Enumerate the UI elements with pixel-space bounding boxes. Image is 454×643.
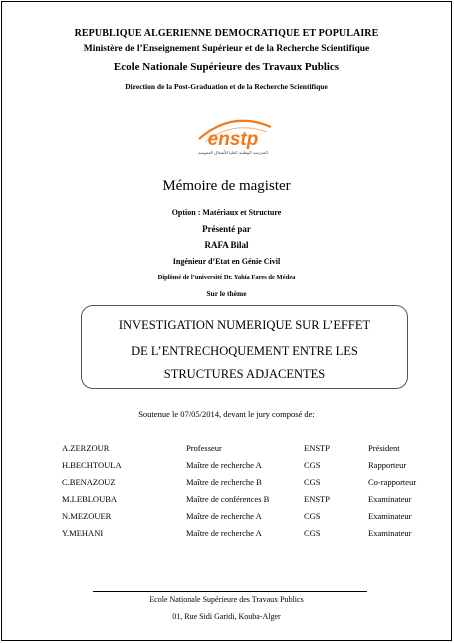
jury-institution: CGS	[304, 528, 321, 538]
theme-label: Sur le thème	[206, 289, 247, 298]
jury-rank: Professeur	[186, 443, 222, 453]
jury-role: Co-rapporteur	[368, 477, 417, 487]
jury-row	[2, 460, 451, 475]
jury-role: Examinateur	[368, 528, 412, 538]
jury-row	[2, 511, 451, 526]
jury-rank: Maître de recherche B	[186, 477, 262, 487]
logo-wordmark: enstp	[207, 129, 259, 150]
jury-rank: Maître de recherche A	[186, 511, 262, 521]
jury-row	[2, 443, 451, 458]
theme-box	[81, 305, 408, 389]
jury-row	[2, 477, 451, 492]
jury-name: A.ZERZOUR	[62, 443, 110, 453]
page-frame	[1, 1, 452, 641]
logo-arabic-text: المدرسة الوطنية العليا للأشغال العمومية	[198, 150, 268, 155]
direction-heading: Direction de la Post-Graduation et de la Recherche Scientifique	[125, 82, 328, 91]
option-line: Option : Matériaux et Structure	[171, 208, 282, 217]
jury-name: Y.MEHANI	[62, 528, 104, 538]
enstp-logo	[185, 112, 280, 162]
footer-address: 01, Rue Sidi Garidi, Kouba-Alger	[172, 612, 281, 621]
jury-rank: Maître de recherche A	[186, 528, 262, 538]
presented-by: Présenté par	[202, 224, 251, 234]
author-name: RAFA Bilal	[204, 240, 249, 250]
jury-name: H.BECHTOULA	[62, 460, 122, 470]
jury-name: M.LEBLOUBA	[62, 494, 118, 504]
jury-institution: ENSTP	[304, 494, 330, 504]
author-diploma: Diplômé de l’université Dr. Yahia Fares de Médea	[157, 274, 296, 281]
jury-institution: CGS	[304, 477, 321, 487]
jury-rank: Maître de recherche A	[186, 460, 262, 470]
jury-row	[2, 528, 451, 543]
jury-rank: Maître de conférences B	[186, 494, 270, 504]
defense-statement: Soutenue le 07/05/2014, devant le jury composé de:	[138, 409, 315, 419]
jury-institution: CGS	[304, 460, 321, 470]
document-title: Mémoire de magister	[162, 178, 291, 194]
jury-row	[2, 494, 451, 509]
ministry-heading: Ministère de l’Enseignement Supérieur et de la Recherche Scientifique	[83, 44, 370, 54]
footer-divider	[93, 591, 367, 592]
jury-institution: ENSTP	[304, 443, 330, 453]
jury-role: Rapporteur	[368, 460, 407, 470]
jury-role: Examinateur	[368, 511, 412, 521]
footer-school: Ecole Nationale Supérieure des Travaux Publics	[149, 595, 304, 604]
jury-role: Président	[368, 443, 400, 453]
author-degree: Ingénieur d’Etat en Génie Civil	[172, 257, 281, 266]
jury-institution: CGS	[304, 511, 321, 521]
school-heading: Ecole Nationale Supérieure des Travaux Publics	[113, 61, 340, 73]
theme-title-line-1: INVESTIGATION NUMERIQUE SUR L’EFFET	[118, 318, 371, 332]
jury-name: N.MEZOUER	[62, 511, 112, 521]
republic-heading: REPUBLIQUE ALGERIENNE DEMOCRATIQUE ET POPULAIRE	[74, 28, 379, 39]
theme-title-line-3: STRUCTURES ADJACENTES	[163, 367, 326, 381]
jury-role: Examinateur	[368, 494, 412, 504]
theme-title-line-2: DE L’ENTRECHOQUEMENT ENTRE LES	[131, 344, 358, 358]
jury-name: C.BENAZOUZ	[62, 477, 116, 487]
